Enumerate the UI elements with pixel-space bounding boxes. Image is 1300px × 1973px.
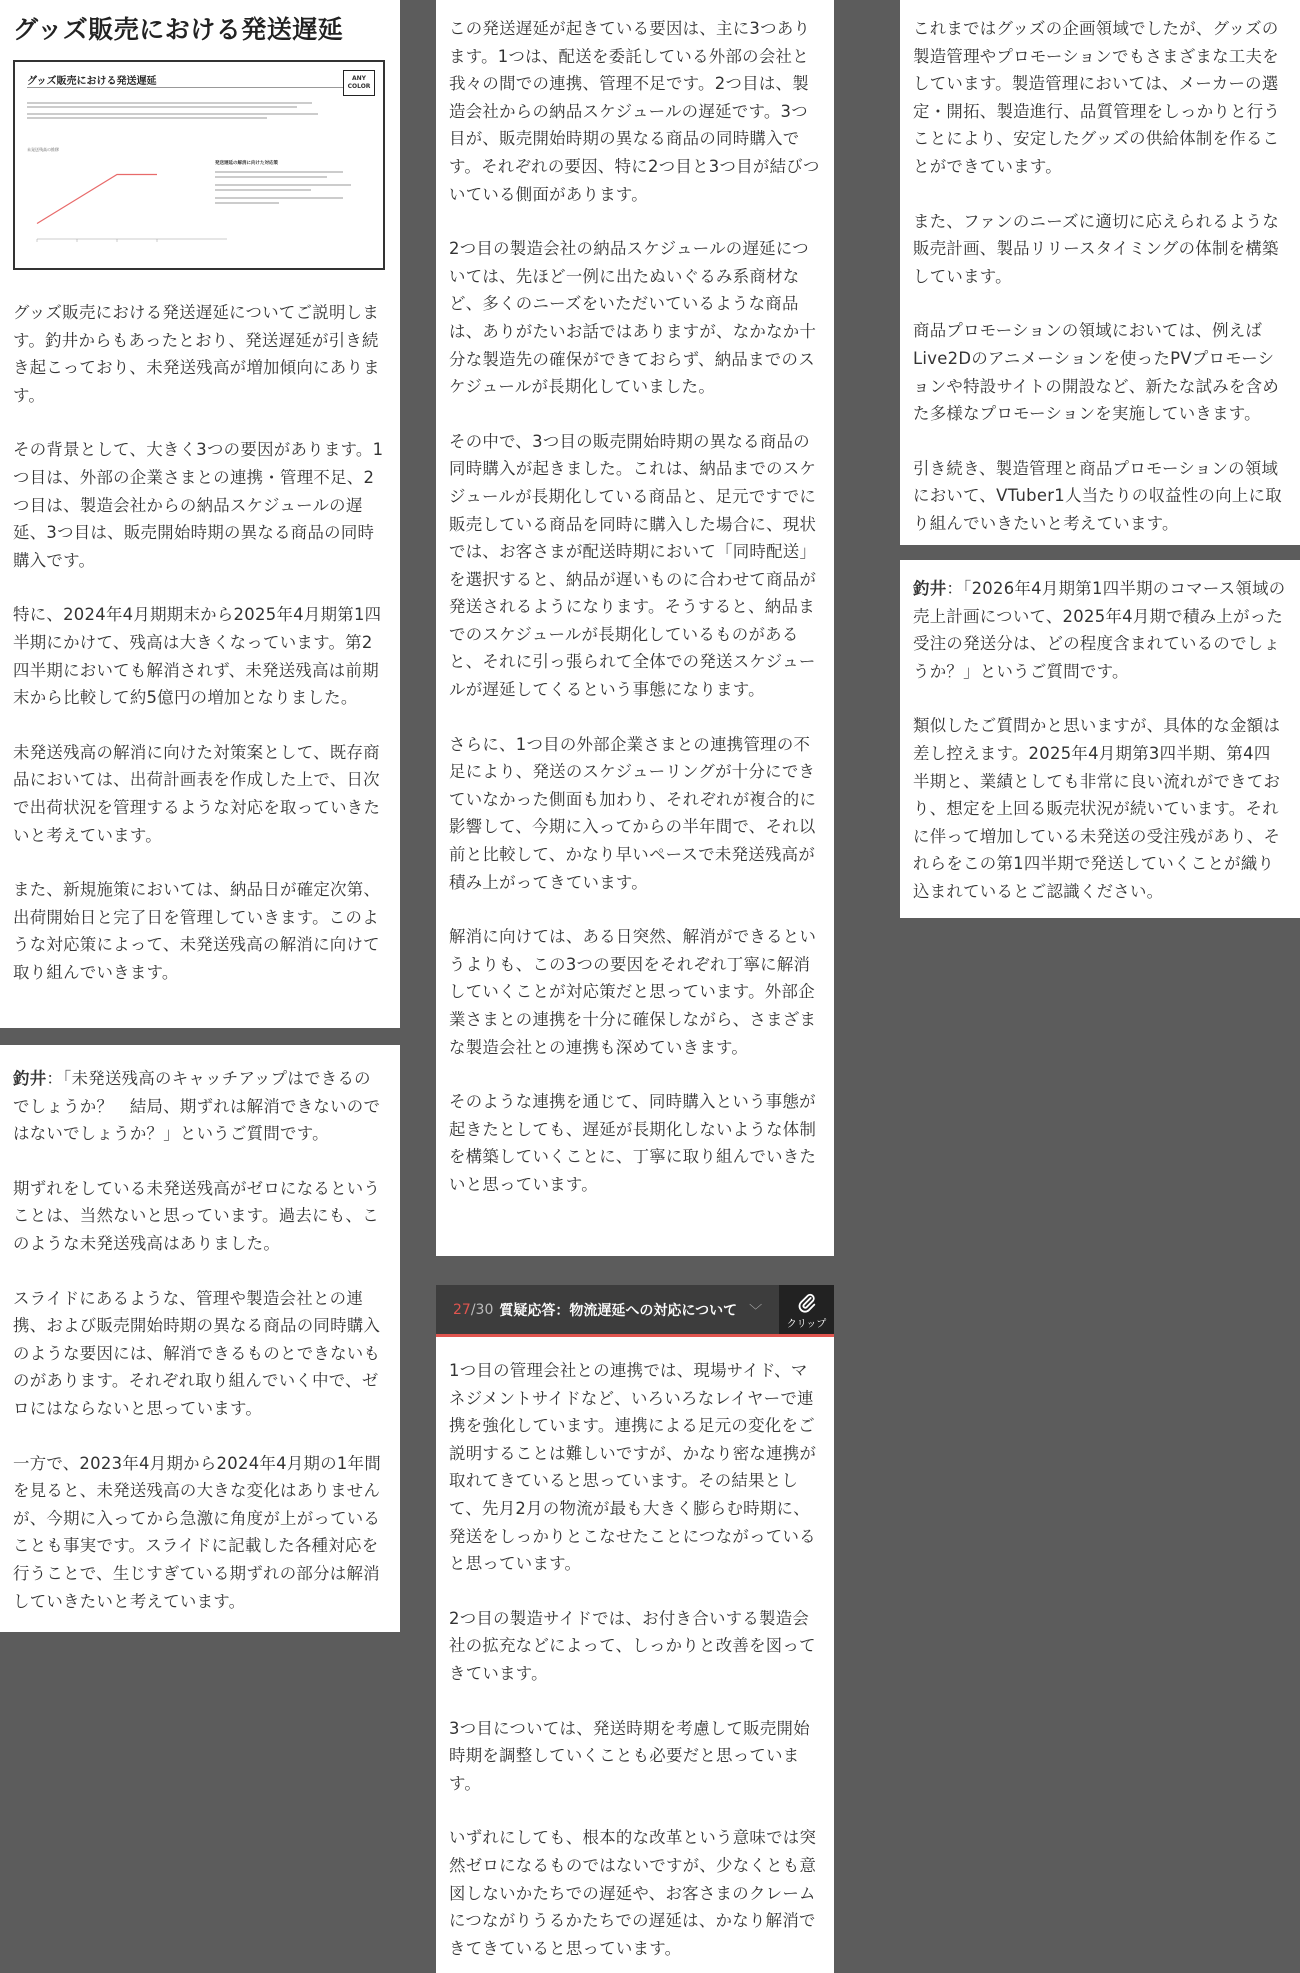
speaker-name: 釣井 (913, 579, 947, 598)
chapter-number: 27/30 (453, 1301, 494, 1318)
clip-button[interactable] (779, 1285, 834, 1334)
paragraph: 3つ目については、発送時期を考慮して販売開始時期を調整していくことも必要だと思っています。 (449, 1718, 810, 1793)
slide-title: グッズ販売における発送遅延 (27, 76, 157, 87)
clip-label: クリップ (786, 1319, 827, 1330)
paragraph: また、ファンのニーズに適切に応えられるような販売計画、製品リリースタイミングの体制を構築しています。 (913, 211, 1280, 286)
page-title: グッズ販売における発送遅延 (13, 15, 344, 44)
question-text: ：「未発送残高のキャッチアップはできるのでしょうか？ 結局、期ずれは解消できないのではないでしょうか？」というご質問です。 (13, 1069, 381, 1144)
paragraph: 商品プロモーションの領域においては、例えばLive2Dのアニメーションを使ったPVプロモーションや特設サイトの開設など、新たな試みを含めた多様なプロモーションを実施していきます。 (913, 321, 1280, 424)
chapter-header[interactable] (436, 1285, 834, 1337)
paragraph: 2つ目の製造サイドでは、お付き合いする製造会社の拡充などによって、しっかりと改善を図ってきています。 (449, 1608, 816, 1683)
slide-body-text-placeholder (27, 100, 327, 121)
paragraph: 引き続き、製造管理と商品プロモーションの領域において、VTuber1人当たりの収益性の向上に取り組んでいきたいと考えています。 (913, 458, 1282, 533)
slide-chart-label: 未発送残高の推移 (27, 147, 59, 152)
question-paragraph (13, 1065, 387, 1148)
paragraph: また、新規施策においては、納品日が確定次第、出荷開始日と完了日を管理していきます。このような対応策によって、未発送残高の解消に向けて取り組んでいきます。 (13, 880, 381, 982)
paragraph: 解消に向けては、ある日突然、解消ができるというよりも、この3つの要因をそれぞれ丁寧に解消していくことが対応策だと思っています。外部企業さまとの連携を十分に確保しながら、さまざまな製造会社との連携も深めていきます。 (449, 927, 817, 1057)
slide-side-title: 発送遅延の解消に向けた対応策 (215, 161, 278, 166)
paragraph: そのような連携を通じて、同時購入という事態が起きたとしても、遅延が長期化しないような体制を構築していくことに、丁寧に取り組んでいきたいと思っています。 (449, 1092, 817, 1194)
article-card-1 (0, 0, 400, 1028)
question-paragraph (913, 575, 1287, 685)
slide-side-text-placeholder (215, 168, 375, 207)
paragraph: さらに、1つ目の外部企業さまとの連携管理の不足により、発送のスケジューリングが十分にできていなかった側面も加わり、それぞれが複合的に影響して、今期に入ってからの半年間で、それ以前と比較して、かなり早いペースで未発送残高が積み上がってきています。 (449, 734, 817, 892)
paragraph: 1つ目の管理会社との連携では、現場サイド、マネジメントサイドなど、いろいろなレイヤーで連携を強化しています。連携による足元の変化をご説明することは難しいですが、かなり密な連携が取れてきていると思っています。その結果として、先月2月の物流が最も大きく膨らむ時期に、発送をしっかりとこなせたことにつながっていると思っています。 (449, 1361, 817, 1574)
speaker-name: 釣井 (13, 1069, 47, 1088)
paragraph: 類似したご質問かと思いますが、具体的な金額は差し控えます。2025年4月期第3四半期、第4四半期と、業績としても非常に良い流れができており、想定を上回る販売状況が続いています。それに伴って増加している未発送の受注残があり、それらをこの第1四半期で発送していくことが織り込まれているとご認識ください。 (913, 716, 1281, 901)
chapter-title: 質疑応答：物流遅延への対応について (499, 1302, 738, 1319)
article-card-6 (900, 560, 1300, 918)
anycolor-logo: ANY COLOR (343, 70, 375, 96)
paragraph: いずれにしても、根本的な改革という意味では突然ゼロになるものではないですが、少なくとも意図しないかたちでの遅延や、お客さまのクレームにつながりうるかたちでの遅延は、かなり解消できてきていると思っています。 (449, 1828, 817, 1958)
question-text: ：「2026年4月期第1四半期のコマース領域の売上計画について、2025年4月期で積み上がった受注の発送分は、どの程度含まれているのでしょうか？」というご質問です。 (913, 579, 1286, 681)
article-card-2 (0, 1045, 400, 1632)
paragraph: 期ずれをしている未発送残高がゼロになるということは、当然ないと思っています。過去にも、このような未発送残高はありました。 (13, 1178, 381, 1253)
article-card-5 (900, 0, 1300, 545)
paragraph: 一方で、2023年4月期から2024年4月期の1年間を見ると、未発送残高の大きな変化はありませんが、今期に入ってから急激に角度が上がっていることも事実です。スライドに記載した各種対応を行うことで、生じすぎている期ずれの部分は解消していきたいと考えています。 (13, 1453, 382, 1611)
paperclip-icon (796, 1292, 818, 1314)
paragraph: この発送遅延が起きている要因は、主に3つあります。1つは、配送を委託している外部の会社と我々の間での連携、管理不足です。2つ目は、製造会社からの納品スケジュールの遅延です。3つ目が、販売開始時期の異なる商品の同時購入です。それぞれの要因、特に2つ目と3つ目が結びついている側面があります。 (449, 19, 820, 204)
paragraph: 2つ目の製造会社の納品スケジュールの遅延については、先ほど一例に出たぬいぐるみ系商材など、多くのニーズをいただいているような商品は、ありがたいお話ではありますが、なかなか十分な製造先の確保ができておらず、納品までのスケジュールが長期化していました。 (449, 239, 817, 397)
slide-thumbnail[interactable] (13, 60, 385, 270)
article-card-3 (436, 0, 834, 1256)
chevron-down-icon[interactable]: ﹀ (749, 1304, 763, 1319)
paragraph: その背景として、大きく3つの要因があります。1つ目は、外部の企業さまとの連携・管理不足、2つ目は、製造会社からの納品スケジュールの遅延、3つ目は、販売開始時期の異なる商品の同時購入です。 (13, 440, 384, 570)
paragraph: 未発送残高の解消に向けた対策案として、既存商品においては、出荷計画表を作成した上で、日次で出荷状況を管理するような対応を取っていきたいと考えています。 (13, 742, 381, 845)
paragraph: グッズ販売における発送遅延についてご説明します。釣井からもあったとおり、発送遅延が引き続き起こっており、未発送残高が増加傾向にあります。 (13, 303, 380, 405)
paragraph: 特に、2024年4月期期末から2025年4月期第1四半期にかけて、残高は大きくなっています。第2四半期においても解消されず、未発送残高は前期末から比較して約5億円の増加となりました。 (13, 605, 382, 708)
chart-series-line (37, 175, 157, 224)
paragraph: その中で、3つ目の販売開始時期の異なる商品の同時購入が起きました。これは、納品までのスケジュールが長期化している商品と、足元ですでに販売している商品を同時に購入した場合に、現状では、お客さまが配送時期において「同時配送」を選択すると、納品が遅いものに合わせて商品が発送されるようになります。そうすると、納品までのスケジュールが長期化しているものがあると、それに引っ張られて全体での発送スケジュールが遅延してくるという事態になります。 (449, 431, 817, 700)
slide-divider (27, 87, 373, 88)
paragraph: これまではグッズの企画領域でしたが、グッズの製造管理やプロモーションでもさまざまな工夫をしています。製造管理においては、メーカーの選定・開拓、製造進行、品質管理をしっかりと行うことにより、安定したグッズの供給体制を作ることができています。 (913, 19, 1281, 176)
slide-line-chart (27, 154, 237, 249)
paragraph: スライドにあるような、管理や製造会社との連携、および販売開始時期の異なる商品の同時購入のような要因には、解消できるものとできないものがあります。それぞれ取り組んでいく中で、ゼロにはならないと思っています。 (13, 1288, 381, 1418)
article-card-4 (436, 1285, 834, 1973)
